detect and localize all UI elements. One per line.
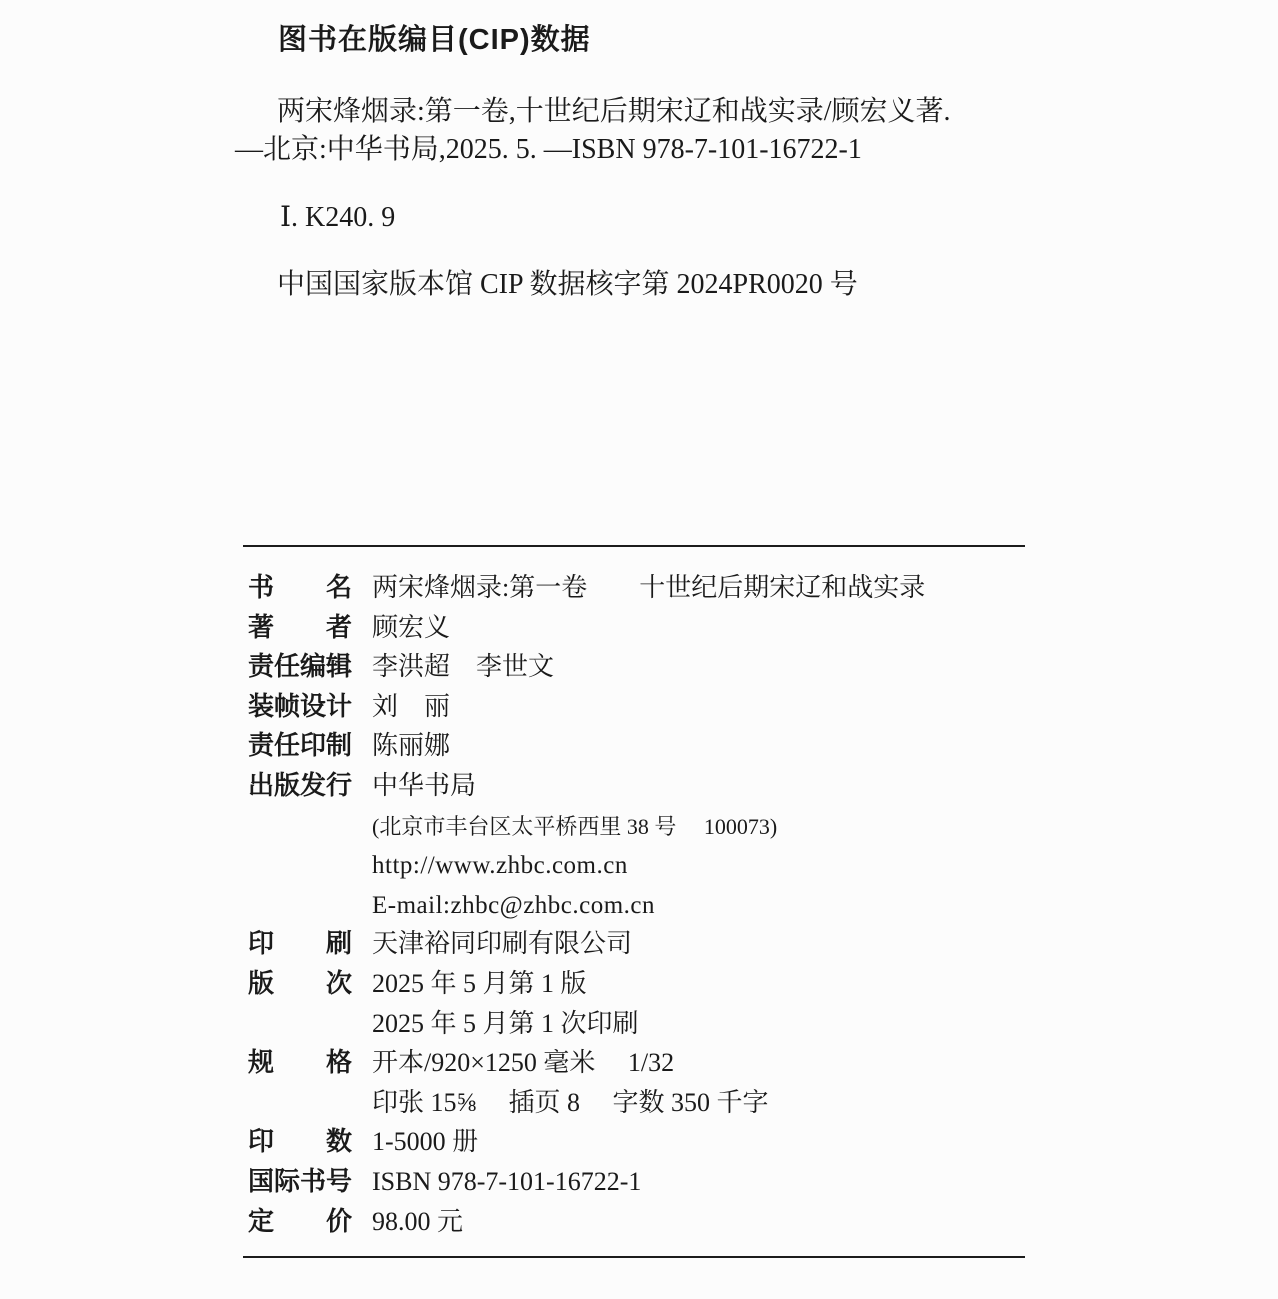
field-value: http://www.zhbc.com.cn bbox=[372, 852, 628, 880]
colophon bbox=[248, 568, 1068, 1241]
field-value: 天津裕同印刷有限公司 bbox=[372, 929, 633, 959]
field-label: 规 格 bbox=[248, 1047, 353, 1078]
field-value: 中华书局 bbox=[372, 770, 477, 800]
field-label: 责任编辑 bbox=[248, 651, 353, 682]
field-label: 责任印制 bbox=[248, 730, 353, 761]
field-value: 开本/920×1250 毫米 1/32 bbox=[372, 1048, 675, 1078]
cip-record bbox=[235, 93, 1095, 169]
field-value: 1-5000 册 bbox=[372, 1127, 479, 1157]
field-value: 李洪超 李世文 bbox=[372, 652, 555, 682]
field-value: 两宋烽烟录:第一卷 十世纪后期宋辽和战实录 bbox=[372, 573, 926, 602]
colophon-row-edition bbox=[248, 964, 1068, 1004]
colophon-row-publisher-address bbox=[248, 806, 1068, 846]
divider-bottom bbox=[243, 1256, 1025, 1258]
colophon-row-isbn bbox=[248, 1162, 1068, 1202]
colophon-row-publisher bbox=[248, 766, 1068, 806]
field-value: 陈丽娜 bbox=[372, 731, 451, 761]
field-label: 定 价 bbox=[248, 1205, 353, 1236]
colophon-row-format bbox=[248, 1043, 1068, 1083]
field-label: 著 者 bbox=[248, 611, 353, 642]
field-value: (北京市丰台区太平桥西里 38 号 100073) bbox=[372, 813, 778, 839]
colophon-row-printing bbox=[248, 1004, 1068, 1044]
colophon-row-printer bbox=[248, 924, 1068, 964]
field-label: 版 次 bbox=[248, 967, 353, 998]
cip-heading: 图书在版编目(CIP)数据 bbox=[278, 24, 591, 56]
field-value: 印张 15⅝ 插页 8 字数 350 千字 bbox=[372, 1087, 769, 1117]
field-value: 刘 丽 bbox=[372, 691, 451, 721]
colophon-row-price bbox=[248, 1202, 1068, 1242]
colophon-row-print-run bbox=[248, 1122, 1068, 1162]
colophon-row-editors bbox=[248, 647, 1068, 687]
colophon-row-print-supervisor bbox=[248, 726, 1068, 766]
field-value: ISBN 978-7-101-16722-1 bbox=[372, 1166, 642, 1196]
field-label: 印 刷 bbox=[248, 928, 353, 959]
colophon-row-sheets bbox=[248, 1083, 1068, 1123]
cip-registration: 中国国家版本馆 CIP 数据核字第 2024PR0020 号 bbox=[277, 269, 858, 300]
cip-record-line-2: —北京:中华书局,2025. 5. —ISBN 978-7-101-16722-1 bbox=[235, 134, 862, 165]
field-label: 书 名 bbox=[248, 572, 353, 602]
field-label: 国际书号 bbox=[248, 1165, 353, 1196]
field-label: 出版发行 bbox=[248, 769, 353, 800]
field-value: 2025 年 5 月第 1 次印刷 bbox=[372, 1008, 639, 1038]
colophon-row-email bbox=[248, 885, 1068, 925]
divider-top bbox=[243, 545, 1025, 547]
colophon-row-website bbox=[248, 845, 1068, 885]
field-value: 顾宏义 bbox=[372, 612, 451, 642]
field-value: 2025 年 5 月第 1 版 bbox=[372, 968, 587, 998]
colophon-row-designer bbox=[248, 687, 1068, 727]
field-value: E-mail:zhbc@zhbc.com.cn bbox=[372, 891, 656, 919]
cip-classification: Ⅰ. K240. 9 bbox=[280, 202, 396, 233]
field-value: 98.00 元 bbox=[372, 1206, 464, 1236]
colophon-row-title bbox=[248, 568, 1068, 608]
field-label: 印 数 bbox=[248, 1126, 353, 1157]
field-label: 装帧设计 bbox=[248, 690, 353, 721]
cip-record-line-1: 两宋烽烟录:第一卷,十世纪后期宋辽和战实录/顾宏义著. bbox=[277, 96, 951, 127]
colophon-row-author bbox=[248, 608, 1068, 648]
